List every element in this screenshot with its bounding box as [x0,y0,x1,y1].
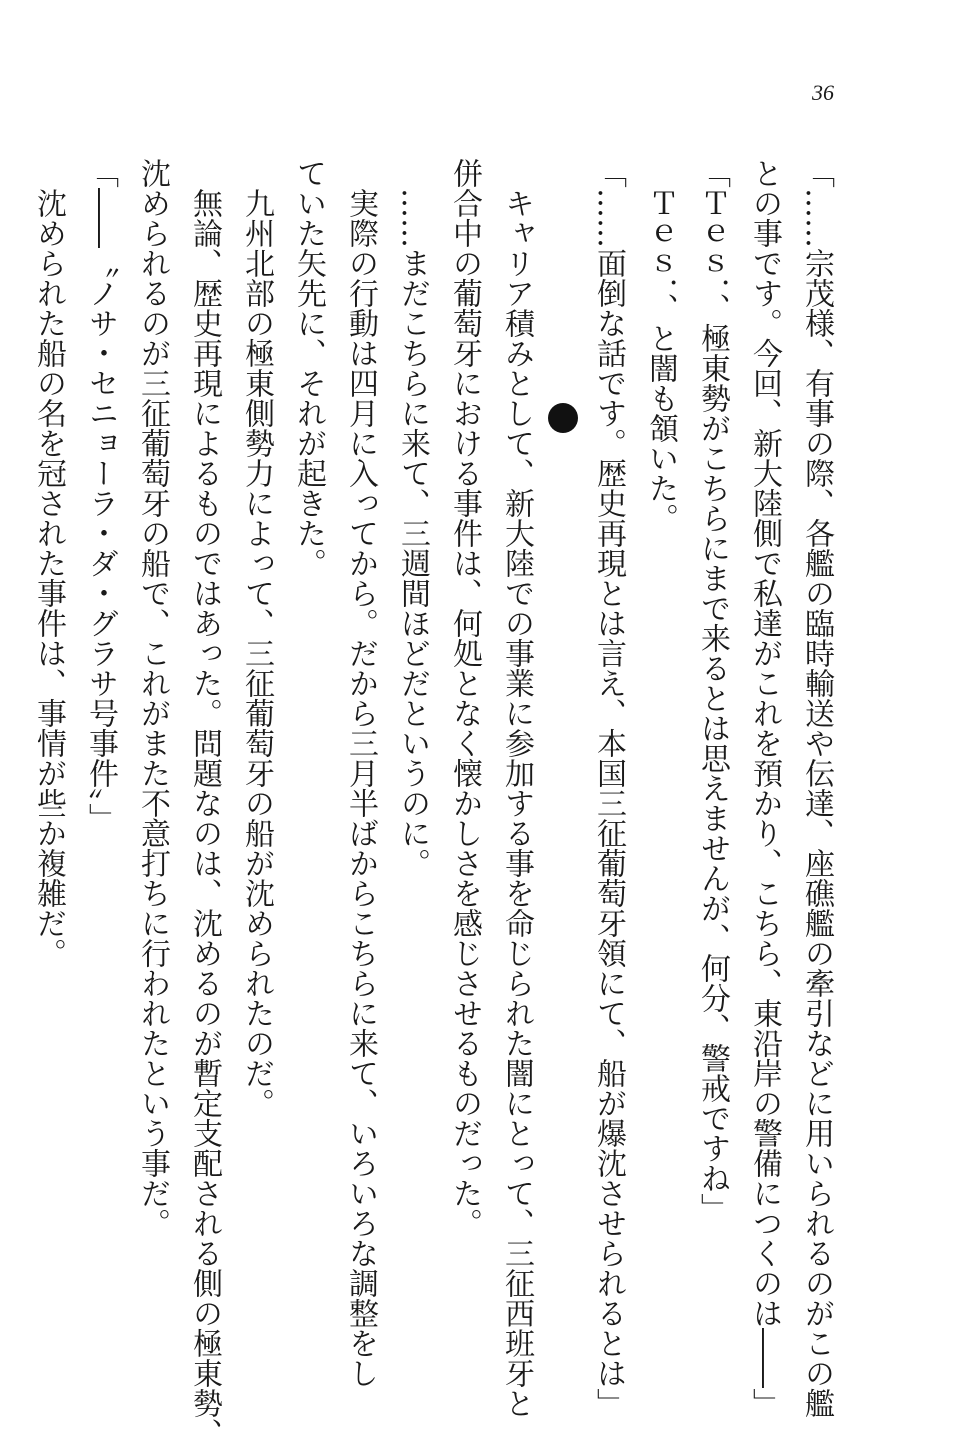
text-line: 「Ｔｅｓ．、極東勢がこちらにまで来るとは思えませんが、何分、警戒ですね」 [695,158,730,1223]
text-line: 「……宗茂様、有事の際、各艦の臨時輸送や伝達、座礁艦の牽引などに用いられるのがこの艦 [799,158,834,1418]
text-line: キャリア積みとして、新大陸での事業に参加する事を命じられた闇にとって、三征西班牙と [499,158,534,1418]
page-number: 36 [812,80,834,105]
section-break-dot-icon [548,403,578,433]
text-line: 沈められた船の名を冠された事件は、事情が些か複雑だ。 [31,158,66,968]
text-line: ……まだこちらに来て、三週間ほどだというのに。 [395,158,430,878]
text-line: 無論、歴史再現によるものではあった。問題なのは、沈めるのが暫定支配される側の極東勢、 [187,158,222,1448]
text-line: 「……面倒な話です。歴史再現とは言え、本国三征葡萄牙領にて、船が爆沈させられるとは」 [591,158,626,1418]
text-line: ていた矢先に、それが起きた。 [291,158,326,578]
vertical-text-body [22,158,842,1448]
text-line: 実際の行動は四月に入ってから。だから三月半ばからこちらに来て、いろいろな調整をし [343,158,378,1388]
text-line: との事です。今回、新大陸側で私達がこれを預かり、こちら、東沿岸の警備につくのは――」 [747,158,782,1418]
text-line: 沈められるのが三征葡萄牙の船で、これがまた不意打ちに行われたという事だ。 [135,158,170,1238]
text-line: 九州北部の極東側勢力によって、三征葡萄牙の船が沈められたのだ。 [239,158,274,1118]
text-line: 「――〝ノサ・セニョーラ・ダ・グラサ号事件〟」 [83,158,118,833]
section-break [542,158,582,1308]
text-line: 併合中の葡萄牙における事件は、何処となく懐かしさを感じさせるものだった。 [447,158,482,1238]
text-line: Ｔｅｓ．、と闇も頷いた。 [643,158,678,533]
